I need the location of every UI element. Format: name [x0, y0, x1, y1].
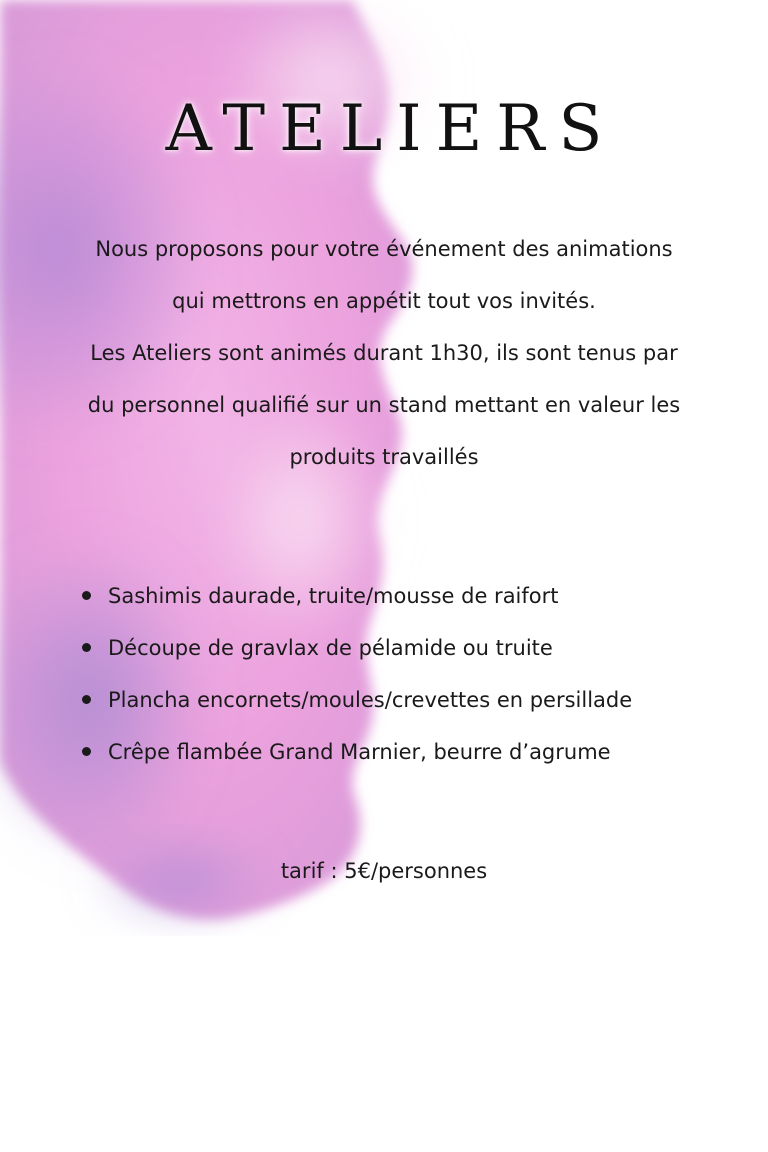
intro-line: du personnel qualifié sur un stand mettant en valeur les	[87, 393, 681, 417]
list-item-label: Crêpe flambée Grand Marnier, beurre d’agrume	[108, 740, 611, 764]
intro-line: produits travaillés	[289, 445, 479, 469]
list-item-label: Sashimis daurade, truite/mousse de raifort	[108, 584, 559, 608]
workshop-list	[78, 570, 768, 778]
list-item	[78, 622, 768, 674]
list-item	[78, 726, 768, 778]
bullet-icon	[82, 591, 91, 600]
intro-paragraph	[0, 223, 768, 483]
intro-line: Les Ateliers sont animés durant 1h30, ils sont tenus par	[90, 341, 678, 365]
bullet-icon	[82, 747, 91, 756]
list-item-label: Plancha encornets/moules/crevettes en persillade	[108, 688, 633, 712]
bullet-icon	[82, 695, 91, 704]
list-item	[78, 674, 768, 726]
list-item	[78, 570, 768, 622]
bullet-icon	[82, 643, 91, 652]
price-text: tarif : 5€/personnes	[280, 859, 488, 883]
list-item-label: Découpe de gravlax de pélamide ou truite	[108, 636, 553, 660]
intro-line: Nous proposons pour votre événement des animations	[95, 237, 673, 261]
intro-line: qui mettrons en appétit tout vos invités.	[172, 289, 596, 313]
page-title: ATELIERS	[165, 92, 617, 166]
